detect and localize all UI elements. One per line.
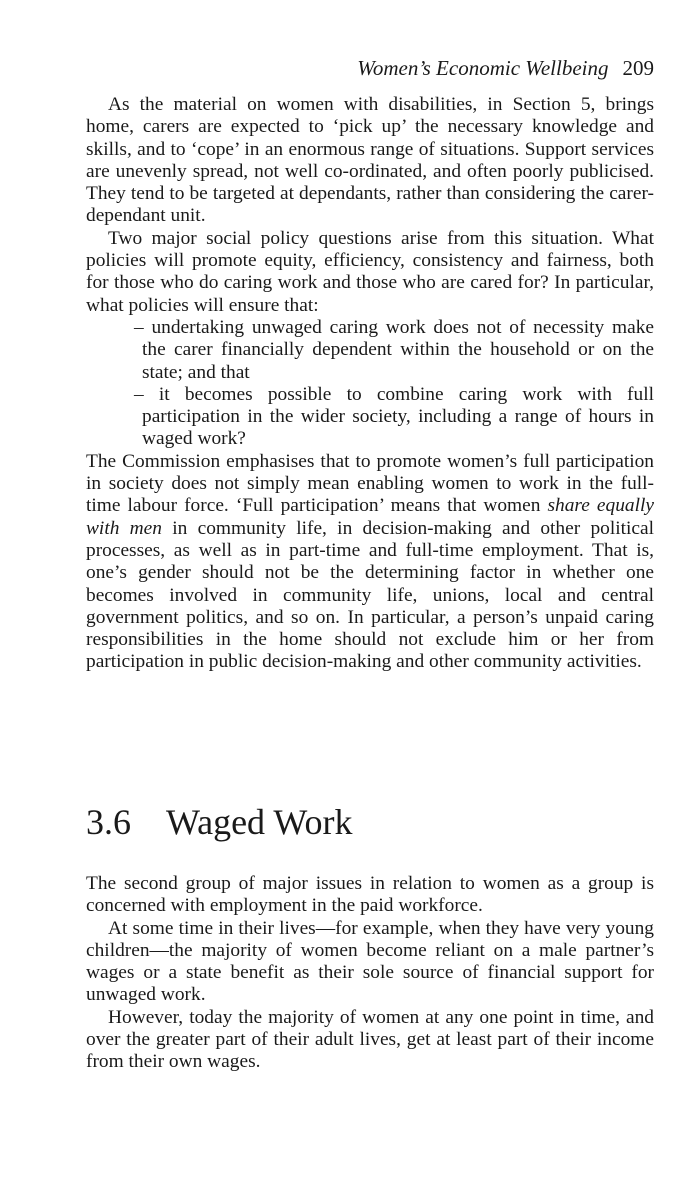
paragraph-commission [86, 451, 654, 674]
paragraph-second-group: The second group of major issues in relation to women as a group is concerned with employment in the paid workforce. [86, 873, 654, 917]
text-block-section [86, 873, 654, 1074]
paragraph-carers: As the material on women with disabilities, in Section 5, brings home, carers are expected to ‘pick up’ the necessary knowledge and skills, and to ‘cope’ in an enormous range of situations. Support services are unevenly spread, not well co-ordinated, and often poorly publicised. They tend to be targeted at dependants, rather than considering the carer-dependant unit. [86, 94, 654, 227]
section-heading [86, 800, 353, 844]
paragraph-policy-questions: Two major social policy questions arise from this situation. What policies will promote equity, efficiency, consistency and fairness, both for those who do caring work and those who are cared for? In particular, what policies will ensure that: [86, 227, 654, 316]
page-number: 209 [622, 56, 654, 80]
paragraph-own-wages: However, today the majority of women at any one point in time, and over the greater part of their adult lives, get at least part of their income from their own wages. [86, 1006, 654, 1073]
policy-list [86, 317, 654, 451]
commission-text-before: The Commission emphasises that to promote women’s full participation in society does not simply mean enabling women to work in the full-time labour force. ‘Full participation’ means that women [86, 450, 654, 517]
running-head [357, 56, 654, 80]
running-head-title: Women’s Economic Wellbeing [357, 56, 609, 80]
list-item: – it becomes possible to combine caring work with full participation in the wider society, including a range of hours in waged work? [134, 383, 654, 450]
text-block-upper [86, 94, 654, 674]
commission-text-after: in community life, in decision-making and other political processes, as well as in part-time and full-time employment. That is, one’s gender should not be the determining factor in whether one becomes involved in community life, unions, local and central government politics, and so on. In particular, a person’s unpaid caring responsibilities in the home should not exclude him or her from participation in public decision-making and other community activities. [86, 517, 654, 673]
section-title: Waged Work [166, 802, 353, 842]
paragraph-reliance: At some time in their lives—for example, when they have very young children—the majority of women become reliant on a male partner’s wages or a state benefit as their sole source of financial support for unwaged work. [86, 917, 654, 1006]
section-number: 3.6 [86, 802, 131, 842]
list-item: – undertaking unwaged caring work does not of necessity make the carer financially dependent within the household or on the state; and that [134, 316, 654, 383]
commission-emphasis: share equally with men [86, 495, 654, 539]
